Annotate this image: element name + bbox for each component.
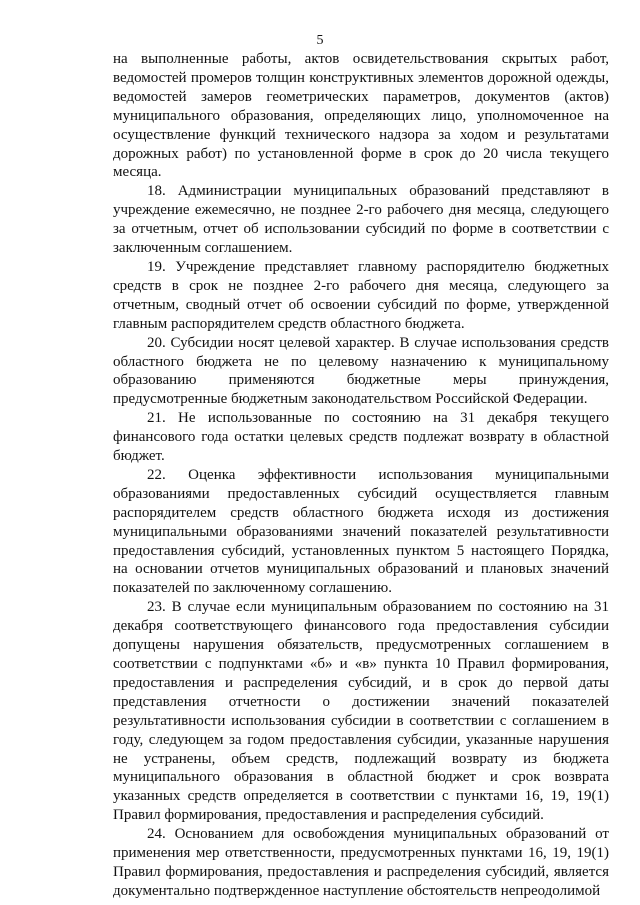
paragraph-21: 21. Не использованные по состоянию на 31 декабря текущего финансового года остатки целевых средств подлежат возврату в областной бюджет. (113, 410, 609, 465)
paragraph-23: 23. В случае если муниципальным образованием по состоянию на 31 декабря соответствующего финансового года предоставления субсидии допущены нарушения обязательств, предусмотренных соглашением в соответствии с подпунктами «б» и «в» пункта 10 Правил формирования, предоставления и распределения субсидий, и в срок до первой даты представления отчетности о достижении значений показателей результативности использования субсидии в соответствии с соглашением в году, следующем за годом предоставления субсидии, указанные нарушения не устранены, объем средств, подлежащий возврату из бюджета муниципального образования в областной бюджет и срок возврата указанных средств определяется в соответствии с пунктами 16, 19, 19(1) Правил формирования, предоставления и распределения субсидий. (113, 599, 609, 824)
paragraph-18: 18. Администрации муниципальных образований представляют в учреждение ежемесячно, не позднее 2-го рабочего дня месяца, следующего за отчетным, отчет об использовании субсидий по форме в соответствии с заключенным соглашением. (113, 183, 609, 257)
page-number: 5 (316, 33, 324, 48)
paragraph-continuation: на выполненные работы, актов освидетельствования скрытых работ, ведомостей промеров толщин конструктивных элементов дорожной одежды, ведомостей замеров геометрических параметров, документов (актов) муниципального образования, определяющих лицо, уполномоченное на осуществление функций технического надзора за ходом и результатами дорожных работ) по установленной форме в срок до 20 числа текущего месяца. (113, 51, 609, 181)
document-body (113, 50, 609, 901)
paragraph-19: 19. Учреждение представляет главному распорядителю бюджетных средств в срок не позднее 2-го рабочего дня месяца, следующего за отчетным, сводный отчет об освоении субсидий по форме, утвержденной главным распорядителем средств областного бюджета. (113, 258, 609, 332)
paragraph-24: 24. Основанием для освобождения муниципальных образований от применения мер ответственности, предусмотренных пунктами 16, 19, 19(1) Правил формирования, предоставления и распределения субсидий, является документально подтвержденное наступление обстоятельств непреодолимой (113, 826, 609, 899)
paragraph-22: 22. Оценка эффективности использования муниципальными образованиями предоставленных субсидий осуществляется главным распорядителем средств областного бюджета исходя из достижения муниципальными образованиями значений показателей результативности предоставления субсидий, установленных пунктом 5 настоящего Порядка, на основании отчетов муниципальных образований и плановых значений показателей по заключенному соглашению. (113, 466, 609, 597)
paragraph-20: 20. Субсидии носят целевой характер. В случае использования средств областного бюджета не по целевому назначению к муниципальному образованию применяются бюджетные меры принуждения, предусмотренные бюджетным законодательством Российской Федерации. (113, 334, 609, 408)
